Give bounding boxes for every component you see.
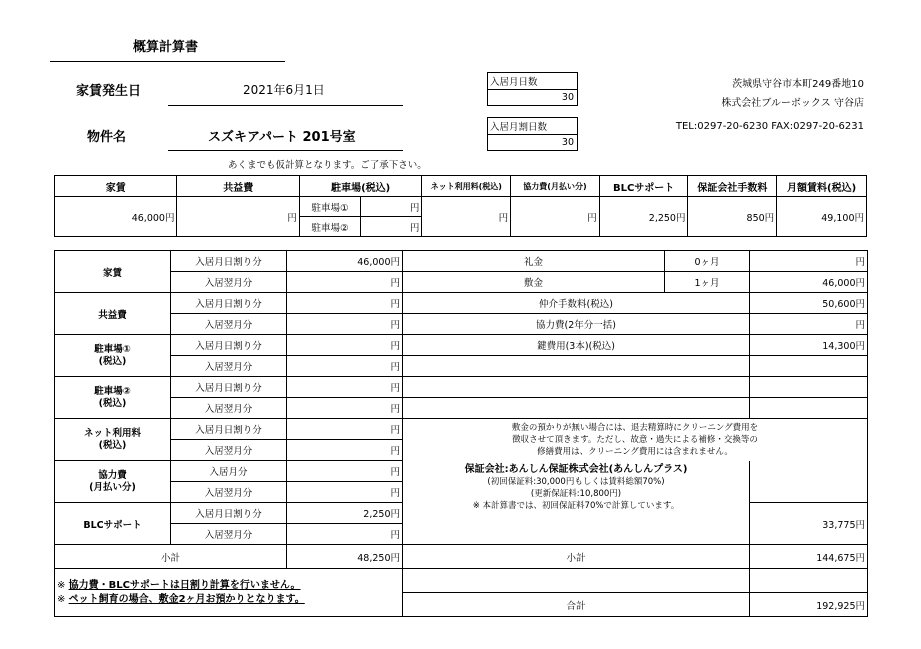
footer-row	[55, 569, 868, 593]
category-parking2-tax: (税込)	[98, 397, 127, 409]
parking2-value: 円	[361, 217, 422, 237]
empty-cell	[750, 461, 868, 503]
category-parking2	[55, 377, 171, 419]
footnote-2-text: ペット飼育の場合、敷金2ヶ月お預かりとなります。	[68, 593, 305, 605]
header-rent: 家賃	[55, 176, 177, 197]
empty-cell	[403, 356, 750, 377]
sub-value: 円	[287, 377, 403, 398]
parking1-value: 円	[361, 197, 422, 217]
move-in-prorate-label: 入居月割日数	[490, 122, 548, 133]
category-net-tax: (税込)	[98, 439, 127, 451]
monthly-header-row	[55, 176, 867, 197]
sub-label: 入居翌月分	[171, 524, 287, 545]
rent-start-underline	[168, 105, 403, 106]
sub-label: 入居翌月分	[171, 314, 287, 335]
category-cooperation-name: 協力費	[98, 469, 127, 481]
header-total: 月額賃料(税込)	[777, 176, 867, 197]
category-net	[55, 419, 171, 461]
detail-row	[55, 272, 868, 293]
header-cooperation: 協力費(月払い分)	[511, 176, 600, 197]
monthly-value-row	[55, 197, 867, 217]
move-in-prorate-value: 30	[561, 137, 574, 148]
category-parking2-name: 駐車場②	[94, 385, 131, 397]
header-parking: 駐車場(税込)	[299, 176, 421, 197]
reikin-value: 円	[750, 251, 868, 272]
detail-row	[55, 356, 868, 377]
monthly-guarantee-fee: 850円	[688, 197, 777, 237]
category-parking1-name: 駐車場①	[94, 343, 131, 355]
sub-value: 円	[287, 356, 403, 377]
guarantor-initial: (初回保証料:30,000円もしくは賃料総額70%)	[487, 476, 665, 487]
sub-value: 円	[287, 440, 403, 461]
sub-label: 入居翌月分	[171, 356, 287, 377]
total-label: 合計	[403, 593, 750, 617]
sub-label: 入居月日割り分	[171, 293, 287, 314]
header-blc: BLCサポート	[599, 176, 688, 197]
empty-cell	[750, 398, 868, 419]
detail-row	[55, 251, 868, 272]
sub-label: 入居月日割り分	[171, 419, 287, 440]
property-underline	[168, 150, 403, 151]
detail-row	[55, 314, 868, 335]
category-common: 共益費	[55, 293, 171, 335]
monthly-common: 円	[177, 197, 299, 237]
footnote-1-mark: ※	[57, 579, 66, 591]
sub-label: 入居翌月分	[171, 440, 287, 461]
left-subtotal-label: 小計	[55, 545, 287, 569]
property-value: スズキアパート 201号室	[208, 130, 356, 145]
detail-row	[55, 335, 868, 356]
sub-value: 46,000円	[287, 251, 403, 272]
empty-cell	[403, 398, 750, 419]
brokerage-value: 50,600円	[750, 293, 868, 314]
monthly-table	[54, 175, 867, 237]
sub-label: 入居翌月分	[171, 398, 287, 419]
sub-value: 円	[287, 461, 403, 482]
footnote-1-text: 協力費・BLCサポートは日割り計算を行いません。	[68, 579, 301, 591]
disclaimer: あくまでも仮計算となります。ご了承下さい。	[228, 160, 427, 171]
guarantor-note-line: ※ 本計算書では、初回保証料70%で計算しています。	[472, 500, 680, 511]
move-in-days-divider	[488, 89, 577, 90]
category-cooperation-monthly: (月払い分)	[89, 481, 136, 493]
sub-value: 円	[287, 398, 403, 419]
empty-cell	[403, 377, 750, 398]
parking1-label: 駐車場①	[299, 197, 360, 217]
property-label: 物件名	[87, 130, 127, 145]
detail-row	[55, 398, 868, 419]
sub-value: 円	[287, 314, 403, 335]
empty-cell	[403, 569, 750, 593]
sub-label: 入居月日割り分	[171, 503, 287, 524]
detail-row	[55, 293, 868, 314]
sub-value: 円	[287, 419, 403, 440]
category-blc: BLCサポート	[55, 503, 171, 545]
monthly-total: 49,100円	[777, 197, 867, 237]
sub-label: 入居月日割り分	[171, 251, 287, 272]
footnote-2-mark: ※	[57, 593, 66, 605]
cleaning-note-line2: 徴収させて頂きます。ただし、故意・過失による補修・交換等の	[512, 434, 758, 445]
shikikin-months: 1ヶ月	[665, 272, 750, 293]
reikin-months: 0ヶ月	[665, 251, 750, 272]
footnote-2	[57, 593, 400, 607]
key-value: 14,300円	[750, 335, 868, 356]
key-label: 鍵費用(3本)(税込)	[403, 335, 750, 356]
parking2-label: 駐車場②	[299, 217, 360, 237]
coop-lump-value: 円	[750, 314, 868, 335]
guarantor-note	[403, 461, 750, 545]
reikin-label: 礼金	[403, 251, 665, 272]
monthly-blc: 2,250円	[599, 197, 688, 237]
detail-row	[55, 461, 868, 482]
guarantor-title: 保証会社:あんしん保証株式会社(あんしんプラス)	[464, 463, 688, 475]
monthly-rent: 46,000円	[55, 197, 177, 237]
sub-value: 円	[287, 524, 403, 545]
monthly-net: 円	[422, 197, 511, 237]
move-in-days-label: 入居月日数	[490, 77, 538, 88]
detail-row	[55, 419, 868, 440]
cleaning-note	[403, 419, 868, 461]
category-parking1	[55, 335, 171, 377]
sub-label: 入居月分	[171, 461, 287, 482]
sub-value: 円	[287, 482, 403, 503]
sub-value: 円	[287, 272, 403, 293]
category-cooperation	[55, 461, 171, 503]
total-value: 192,925円	[750, 593, 868, 617]
coop-lump-label: 協力費(2年分一括)	[403, 314, 750, 335]
header-guarantee: 保証会社手数料	[688, 176, 777, 197]
category-rent: 家賃	[55, 251, 171, 293]
detail-table	[54, 250, 868, 617]
brokerage-label: 仲介手数料(税込)	[403, 293, 750, 314]
company-contact: TEL:0297-20-6230 FAX:0297-20-6231	[675, 121, 864, 132]
right-subtotal-label: 小計	[403, 545, 750, 569]
document-title: 概算計算書	[133, 40, 199, 55]
cleaning-note-line3: 修繕費用は、クリーニング費用には含まれません。	[537, 446, 733, 457]
shikikin-value: 46,000円	[750, 272, 868, 293]
right-subtotal-value: 144,675円	[750, 545, 868, 569]
title-underline	[50, 61, 285, 62]
shikikin-label: 敷金	[403, 272, 665, 293]
category-parking1-tax: (税込)	[98, 355, 127, 367]
sub-label: 入居翌月分	[171, 272, 287, 293]
move-in-days-box	[487, 72, 578, 106]
sub-value: 円	[287, 335, 403, 356]
sub-label: 入居月日割り分	[171, 377, 287, 398]
header-common: 共益費	[177, 176, 299, 197]
move-in-prorate-box	[487, 117, 578, 151]
footnote-1	[57, 579, 400, 593]
header-net: ネット利用料(税込)	[422, 176, 511, 197]
empty-cell	[750, 377, 868, 398]
company-name: 株式会社ブルーボックス 守谷店	[721, 98, 864, 109]
subtotal-row	[55, 545, 868, 569]
sub-value: 2,250円	[287, 503, 403, 524]
empty-cell	[750, 569, 868, 593]
move-in-days-value: 30	[561, 92, 574, 103]
cleaning-note-line1: 敷金の預かりが無い場合には、退去精算時にクリーニング費用を	[511, 422, 759, 433]
category-net-name: ネット利用料	[83, 427, 141, 439]
sub-value: 円	[287, 293, 403, 314]
rent-start-label: 家賃発生日	[76, 84, 142, 99]
guarantor-renewal: (更新保証料:10,800円)	[530, 488, 622, 499]
empty-cell	[750, 356, 868, 377]
monthly-cooperation: 円	[511, 197, 600, 237]
guarantor-value: 33,775円	[750, 503, 868, 545]
left-subtotal-value: 48,250円	[287, 545, 403, 569]
sub-label: 入居翌月分	[171, 482, 287, 503]
sub-label: 入居月日割り分	[171, 335, 287, 356]
detail-row	[55, 377, 868, 398]
company-address: 茨城県守谷市本町249番地10	[732, 79, 864, 90]
rent-start-value: 2021年6月1日	[243, 83, 325, 97]
footnotes	[55, 569, 403, 617]
move-in-prorate-divider	[488, 134, 577, 135]
